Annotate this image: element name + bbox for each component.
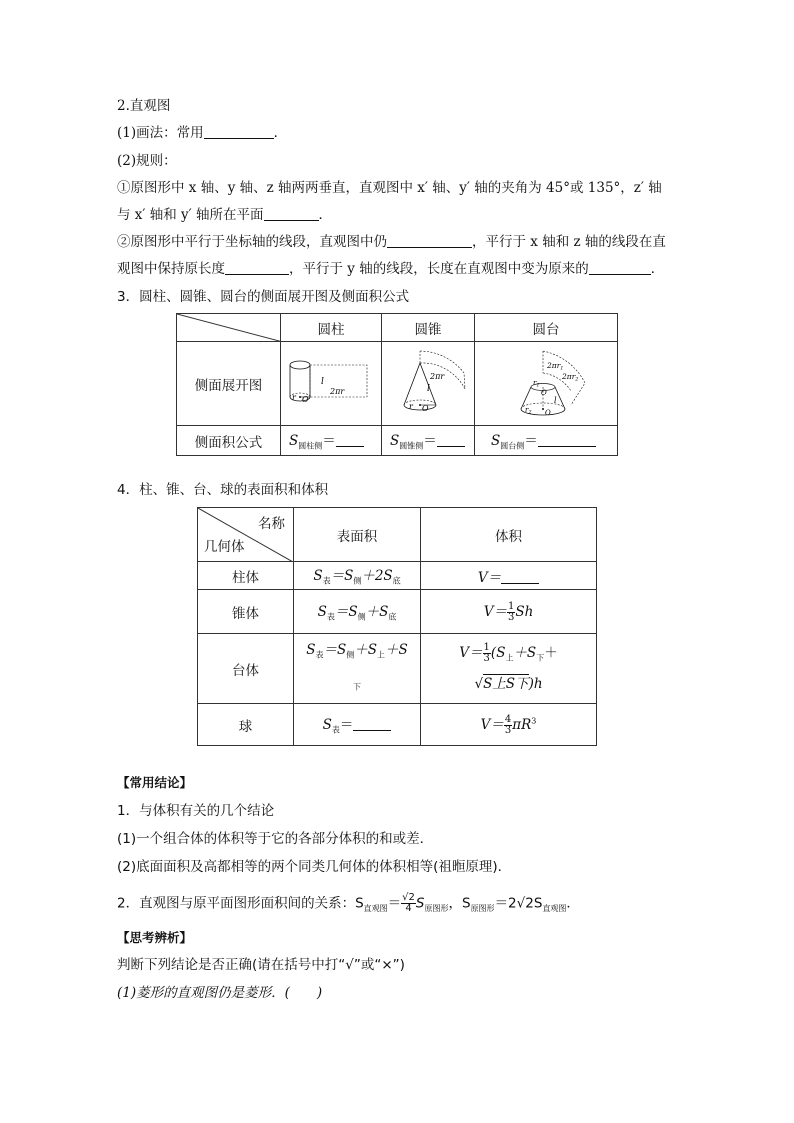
label-2pir: 2πr [430, 371, 445, 381]
table-row [198, 562, 597, 590]
label-2pir: 2πr [330, 386, 345, 396]
fill-blank [264, 206, 319, 221]
label-o1: O [541, 388, 547, 397]
col-cylinder: 圆柱 [281, 314, 382, 342]
col-frustum: 圆台 [475, 314, 618, 342]
area-formula [294, 562, 421, 590]
fill-blank [589, 260, 651, 275]
text: ＋S [365, 604, 389, 621]
text: 2πr [547, 360, 561, 370]
row-name: 锥体 [198, 590, 294, 634]
frustum-formula [475, 426, 618, 456]
text: 3 [507, 612, 515, 623]
think-line-2: (1)菱形的直观图仍是菱形．( ) [117, 985, 323, 1001]
text: S [390, 433, 400, 450]
diagonal-header-cell [198, 508, 294, 562]
area-formula [294, 590, 421, 634]
text: 侧 [353, 576, 362, 586]
text: 原图形 [424, 904, 449, 914]
area-formula [294, 704, 421, 746]
row-name: 台体 [198, 634, 294, 704]
text: 直观图 [363, 904, 388, 914]
text: V＝ [483, 604, 507, 620]
text: 1 [483, 641, 490, 653]
text: 表 [322, 576, 331, 586]
label-o: O [545, 408, 551, 417]
section-4-title: 4．柱、锥、台、球的表面积和体积 [117, 482, 329, 498]
cone-unfold-figure [382, 343, 474, 425]
text: 侧 [357, 612, 366, 622]
text: Sh [515, 604, 534, 620]
text: S [289, 433, 299, 450]
text: ＝ [339, 717, 354, 734]
fill-blank [538, 432, 596, 447]
text: πR [512, 717, 532, 733]
text: 4 [504, 714, 512, 725]
text: 2πr [562, 371, 576, 381]
text: 4 [405, 903, 412, 914]
label-r: r [292, 392, 296, 402]
text: 上 [377, 650, 385, 660]
text: ＝2√2S [494, 895, 543, 912]
text: 1 [560, 365, 564, 371]
text: 圆锥侧 [399, 441, 424, 451]
surface-volume-table [197, 507, 597, 746]
text: 1 [507, 601, 515, 612]
row-name: 球 [198, 704, 294, 746]
text: ＋S [385, 641, 408, 658]
text: r [533, 378, 537, 387]
label-r1 [533, 379, 540, 389]
text: V＝ [459, 644, 483, 661]
text: 直观图 [542, 904, 567, 914]
common-line-1: 1．与体积有关的几个结论 [117, 803, 275, 819]
text: 观图中保持原长度 [117, 261, 225, 277]
fill-blank [387, 233, 472, 248]
text: ． [566, 895, 580, 912]
fraction [483, 643, 491, 664]
fraction [401, 893, 416, 914]
text: S [415, 895, 425, 912]
text: ＋S [354, 641, 377, 658]
text: 与 x′ 轴和 y′ 轴所在平面 [117, 207, 264, 223]
text: V＝ [480, 717, 504, 733]
fill-blank [501, 569, 539, 584]
text: ． [318, 207, 333, 223]
text: 3 [531, 716, 537, 726]
text: 3 [483, 652, 490, 664]
row-unfolding: 侧面展开图 [177, 342, 281, 426]
text: )h [528, 676, 543, 693]
cone-figure-cell [382, 342, 475, 426]
sec2-line-6 [117, 259, 664, 279]
table-row [198, 634, 597, 704]
label-o: O [302, 394, 309, 404]
table-row [198, 704, 597, 746]
label-l: l [554, 395, 557, 405]
text: ＋ [544, 644, 558, 661]
sec2-line-2: (2)规则： [117, 153, 177, 169]
cylinder-figure-cell [281, 342, 382, 426]
label-l: l [427, 383, 430, 394]
area-formula [294, 634, 421, 704]
diagonal-header-cell [177, 314, 281, 342]
header-body: 几何体 [204, 539, 245, 555]
fill-blank [336, 432, 364, 447]
text: ． [650, 261, 665, 277]
label-l: l [321, 376, 324, 387]
text: 2．直观图与原平面图形面积间的关系：S [117, 895, 364, 912]
sec2-line-3: ①原图形中 x 轴、y 轴、z 轴两两垂直，直观图中 x′ 轴、y′ 轴的夹角为 45°或 135°，z′ 轴 [117, 180, 662, 196]
fill-blank [204, 124, 274, 139]
text: S [317, 604, 327, 621]
text: 2 [528, 409, 532, 415]
text: √2 [402, 892, 415, 903]
text: 3 [504, 725, 512, 736]
text: (1)画法：常用 [117, 125, 204, 141]
text: S [491, 433, 501, 450]
text: 2 [575, 376, 579, 382]
header-area: 表面积 [294, 508, 421, 562]
text: ＝ [423, 433, 437, 450]
text: 表 [326, 612, 335, 622]
sec2-line-4 [117, 205, 332, 225]
text: (S [490, 644, 506, 661]
text: ＝S [330, 568, 354, 585]
volume-formula [421, 704, 597, 746]
text: ，平行于 y 轴的线段，长度在直观图中变为原来的 [289, 261, 589, 277]
label-2pir1 [546, 361, 563, 372]
sec2-line-1 [117, 123, 287, 143]
label-r: r [409, 401, 413, 411]
row-formula: 侧面积公式 [177, 426, 281, 456]
volume-formula [421, 590, 597, 634]
text: ． [273, 125, 288, 141]
diagonal-line [177, 314, 283, 342]
think-line-1: 判断下列结论是否正确(请在括号中打“√”或“×”) [117, 957, 405, 973]
volume-formula [421, 562, 597, 590]
cylinder-formula [281, 426, 382, 456]
frustum-figure-cell [475, 342, 618, 426]
header-name: 名称 [258, 516, 285, 532]
text: ＝S [334, 604, 358, 621]
common-line-4 [117, 893, 580, 919]
text: ，平行于 x 轴和 z 轴的线段在直 [472, 234, 666, 250]
text: V＝ [477, 569, 502, 586]
text: ②原图形中平行于坐标轴的线段，直观图中仍 [117, 234, 387, 250]
row-name: 柱体 [198, 562, 294, 590]
text: 表 [331, 725, 340, 735]
think-heading: 【思考辨析】 [117, 930, 193, 945]
frustum-unfold-figure [475, 343, 617, 425]
label-o: O [422, 403, 429, 413]
col-cone: 圆锥 [382, 314, 475, 342]
lateral-area-table [176, 313, 618, 456]
text: ＝ [387, 895, 402, 912]
fill-blank [225, 260, 289, 275]
text: S [313, 568, 323, 585]
common-line-2: (1)一个组合体的体积等于它的各部分体积的和或差． [117, 831, 434, 847]
common-heading: 【常用结论】 [117, 775, 193, 790]
text: ＋S [513, 644, 537, 661]
fraction [504, 715, 512, 736]
text: S [306, 641, 316, 658]
volume-formula: V＝ $\frac{1}{3}$ ($S_上+S_下+$ √S上S下)h [421, 634, 597, 704]
fill-blank [437, 432, 465, 447]
section-2-title: 2.直观图 [117, 98, 171, 114]
text: 圆台侧 [500, 441, 525, 451]
text: ，S [448, 895, 471, 912]
header-volume: 体积 [421, 508, 597, 562]
common-line-3: (2)底面面积及高都相等的两个同类几何体的体积相等(祖暅原理)． [117, 859, 512, 875]
label-r2 [525, 406, 532, 416]
text: 底 [388, 612, 397, 622]
text: S [322, 717, 332, 734]
label-2pir2 [561, 372, 578, 383]
sqrt-term: S上S下 [483, 676, 529, 693]
section-3-title: 3．圆柱、圆锥、圆台的侧面展开图及侧面积公式 [117, 289, 410, 305]
table-row [198, 590, 597, 634]
text: 下 [353, 682, 361, 692]
text: 下 [536, 653, 545, 663]
text: ＋2S [361, 568, 393, 585]
text: 底 [392, 576, 401, 586]
sec2-line-5 [117, 232, 666, 252]
text: ＝S [323, 641, 347, 658]
cone-formula [382, 426, 475, 456]
fill-blank [353, 716, 391, 731]
cylinder-unfold-figure [281, 343, 381, 425]
text: ＝ [524, 433, 538, 450]
text: 圆柱侧 [298, 441, 323, 451]
text: 侧 [346, 650, 355, 660]
text: 1 [536, 382, 540, 388]
text: r [525, 405, 529, 414]
text: 表 [315, 650, 324, 660]
text: ＝ [322, 433, 336, 450]
text: 上 [505, 653, 514, 663]
text: 原图形 [470, 904, 495, 914]
